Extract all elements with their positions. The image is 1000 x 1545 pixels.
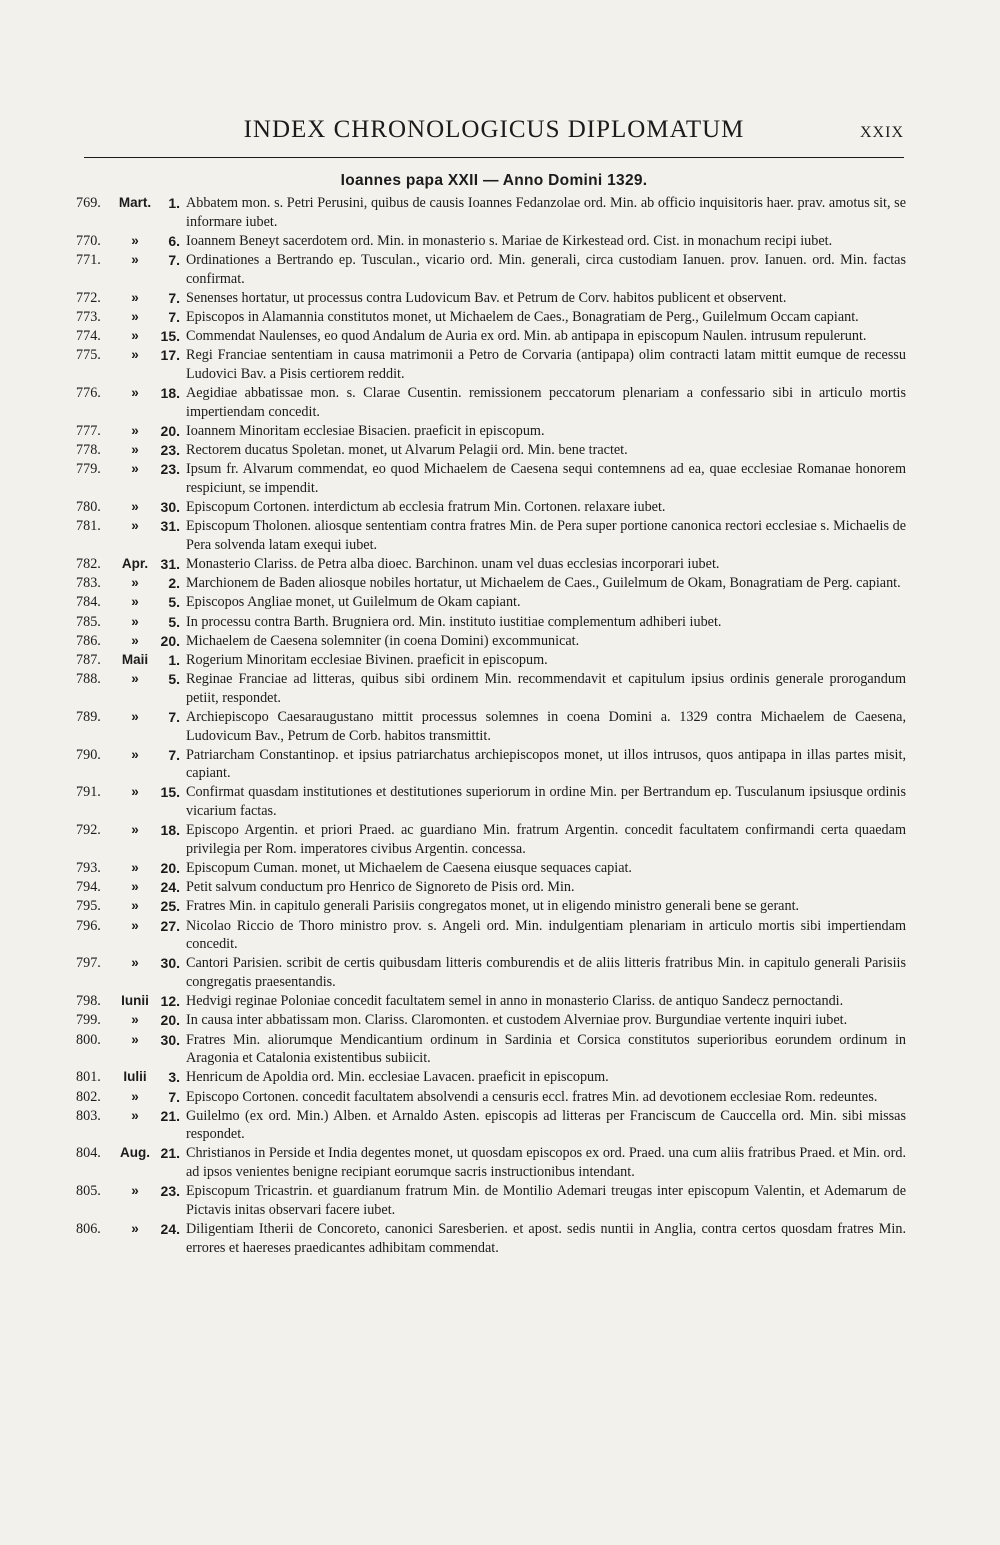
entry-day: 23. xyxy=(160,442,180,459)
entry-day: 7. xyxy=(168,746,180,763)
entry-text: Senenses hortatur, ut processus contra Ludovicum Bav. et Petrum de Corv. habitos publicent et observent. xyxy=(186,289,787,306)
entry-day: 30. xyxy=(160,955,180,972)
entry-number: 799. xyxy=(76,1012,101,1029)
entry-month: » xyxy=(131,385,139,401)
entry-number: 792. xyxy=(76,822,101,839)
list-item xyxy=(76,517,906,554)
entry-day: 5. xyxy=(168,613,180,630)
entry-month: » xyxy=(131,1088,139,1104)
entry-number: 806. xyxy=(76,1221,101,1238)
entry-day: 24. xyxy=(160,1221,180,1238)
list-item xyxy=(76,1182,906,1219)
entry-text: Marchionem de Baden aliosque nobiles hortatur, ut Michaelem de Caes., Guilelmum de Okam, Bonagratiam de Perg. capiant. xyxy=(186,575,901,592)
list-item xyxy=(76,593,906,612)
entry-number: 782. xyxy=(76,556,101,572)
entry-month: » xyxy=(131,917,139,933)
entry-number: 777. xyxy=(76,422,101,439)
entry-day: 18. xyxy=(160,822,180,839)
entry-month: » xyxy=(131,594,139,610)
list-item xyxy=(76,859,906,878)
entry-number: 775. xyxy=(76,347,101,364)
entry-day: 30. xyxy=(160,499,180,516)
entry-month: » xyxy=(131,632,139,648)
section-subheading: Ioannes papa XXII — Anno Domini 1329. xyxy=(340,172,648,189)
entry-text: Cantori Parisien. scribit de certis quibusdam litteris comburendis et de aliis litteris fratribus Min. in capitulo generali Parisiis congregatis praesentandis. xyxy=(186,955,906,990)
entry-number: 774. xyxy=(76,328,101,345)
entry-day: 6. xyxy=(168,232,180,249)
list-item xyxy=(76,992,906,1011)
list-item xyxy=(76,1088,906,1107)
list-item xyxy=(76,613,906,632)
entry-text: Episcopum Cortonen. interdictum ab ecclesia fratrum Min. Cortonen. relaxare iubet. xyxy=(186,499,666,516)
entry-month: » xyxy=(131,879,139,895)
entry-month: » xyxy=(131,232,139,248)
entry-text: Confirmat quasdam institutiones et destitutiones superiorum in ordine Min. per Bertrandum ep. Tusculanum ipsiusque ordinis vicarium factas. xyxy=(186,784,906,820)
entry-month: » xyxy=(131,347,139,363)
entry-month: » xyxy=(131,328,139,344)
entry-day: 15. xyxy=(160,328,180,345)
header-title: INDEX CHRONOLOGICUS DIPLOMATUM xyxy=(243,116,745,143)
list-item xyxy=(76,232,906,251)
entry-month: » xyxy=(131,1031,139,1047)
entry-text: Diligentiam Itherii de Concoreto, canonici Saresberien. et apost. sedis nuntii in Anglia, contra certos quosdam fratres Min. errores et haereses praedicantes adhibitam commendat. xyxy=(186,1221,906,1256)
entry-day: 5. xyxy=(168,594,180,611)
entry-text: Michaelem de Caesena solemniter (in coena Domini) excommunicat. xyxy=(186,632,580,649)
header-rule xyxy=(84,157,904,158)
entry-day: 18. xyxy=(160,385,180,402)
entry-text: Patriarcham Constantinop. et ipsius patriarchatus archiepiscopos monet, ut illos intrusos, quos antipapa in illas partes misit, capiant. xyxy=(186,746,906,782)
entry-day: 21. xyxy=(160,1107,180,1124)
list-item xyxy=(76,917,906,954)
entry-day: 23. xyxy=(160,1183,180,1200)
list-item xyxy=(76,346,906,383)
entry-number: 770. xyxy=(76,232,101,249)
entry-month: » xyxy=(131,518,139,534)
entry-day: 24. xyxy=(160,879,180,896)
entry-number: 803. xyxy=(76,1107,101,1124)
entry-number: 787. xyxy=(76,651,101,668)
entry-number: 784. xyxy=(76,594,101,611)
list-item xyxy=(76,1011,906,1030)
entry-text: Christianos in Perside et India degentes monet, ut quosdam episcopos ex ord. Praed. una cum aliis fratribus Praed. et Min. ord. ad ipsos venientes benigne recipiant eorumque sacris instructionibus intendant. xyxy=(186,1145,906,1181)
list-item xyxy=(76,555,906,574)
entry-day: 7. xyxy=(168,1088,180,1105)
entry-day: 20. xyxy=(160,632,180,649)
list-item xyxy=(76,289,906,308)
entry-month: » xyxy=(131,422,139,438)
entry-month: » xyxy=(131,955,139,971)
entry-number: 800. xyxy=(76,1031,101,1048)
entry-month: » xyxy=(131,308,139,324)
entry-month: Maii xyxy=(121,651,149,667)
entry-text: Episcopos in Alamannia constitutos monet, ut Michaelem de Caes., Bonagratiam de Perg., Guilelmum Occam capiant. xyxy=(186,308,859,325)
entry-number: 798. xyxy=(76,993,101,1010)
entry-month: » xyxy=(131,251,139,267)
entry-text: Aegidiae abbatissae mon. s. Clarae Cusentin. remissionem peccatorum plenariam a confessario sibi in articulo mortis impertiendam concedit. xyxy=(186,385,906,420)
entry-day: 31. xyxy=(160,556,180,572)
entry-month: » xyxy=(131,860,139,876)
entry-text: Ipsum fr. Alvarum commendat, eo quod Michaelem de Caesena sequi contemnens ad ea, quae ecclesiae Romanae honorem respiciunt, se impendit. xyxy=(186,461,906,496)
entry-month: » xyxy=(131,708,139,724)
entry-text: Fratres Min. in capitulo generali Parisiis congregatos monet, ut in eligendo ministro generali bene se gerant. xyxy=(186,898,800,915)
list-item xyxy=(76,878,906,897)
entry-month: » xyxy=(131,1107,139,1123)
entry-day: 7. xyxy=(168,708,180,725)
entry-day: 15. xyxy=(160,784,180,801)
list-item xyxy=(76,460,906,497)
list-item xyxy=(76,1068,906,1087)
entry-text: Ioannem Beneyt sacerdotem ord. Min. in monasterio s. Mariae de Kirkestead ord. Cist. in monachum recipi iubet. xyxy=(186,232,833,249)
list-item xyxy=(76,954,906,991)
entry-text: Episcopum Tricastrin. et guardianum fratrum Min. de Montilio Ademari treugas inter episcopum Valentin, et Ademarum de Pictavis initas observari facere iubet. xyxy=(186,1183,906,1218)
entry-month: » xyxy=(131,289,139,305)
entry-text: Guilelmo (ex ord. Min.) Alben. et Arnaldo Asten. episcopis ad litteras per Franciscum de Cauccella ord. Min. sibi missas respondet. xyxy=(186,1107,906,1143)
list-item xyxy=(76,821,906,858)
entry-number: 795. xyxy=(76,898,101,915)
entry-number: 794. xyxy=(76,879,101,896)
entry-month: Mart. xyxy=(118,195,152,210)
entry-number: 790. xyxy=(76,746,101,763)
list-item xyxy=(76,327,906,346)
entry-number: 778. xyxy=(76,442,101,459)
entry-number: 802. xyxy=(76,1088,101,1105)
entry-day: 20. xyxy=(160,1012,180,1029)
entry-month: » xyxy=(131,898,139,914)
entry-month: » xyxy=(131,1183,139,1199)
list-item xyxy=(76,498,906,517)
entry-day: 21. xyxy=(160,1145,180,1162)
entry-month: Aug. xyxy=(120,1145,150,1161)
entry-day: 7. xyxy=(168,308,180,325)
entry-month: » xyxy=(131,499,139,515)
entry-day: 23. xyxy=(160,461,180,478)
list-item xyxy=(76,897,906,916)
entry-number: 772. xyxy=(76,289,101,306)
entry-text: Hedvigi reginae Poloniae concedit facultatem semel in anno in monasterio Clariss. de antiquo Sandecz pernoctandi. xyxy=(186,993,844,1010)
entry-day: 25. xyxy=(160,898,180,915)
entry-day: 31. xyxy=(160,518,180,535)
entry-number: 780. xyxy=(76,499,101,516)
list-item xyxy=(76,574,906,593)
entry-text: Petit salvum conductum pro Henrico de Signoreto de Pisis ord. Min. xyxy=(186,879,575,896)
list-item xyxy=(76,384,906,421)
entry-number: 769. xyxy=(76,195,101,211)
entry-number: 771. xyxy=(76,251,101,268)
list-item xyxy=(76,251,906,288)
entry-text: Reginae Franciae ad litteras, quibus sibi ordinem Min. recommendavit et capitulum ipsius ordinis generale prorogandum petiit, respondet. xyxy=(186,671,906,706)
entry-day: 20. xyxy=(160,860,180,877)
entry-text: Episcopum Tholonen. aliosque sententiam contra fratres Min. de Pera super portione canonica rectori ecclesiae s. Michaelis de Pera solvenda latam exequi iubet. xyxy=(186,518,906,553)
list-item xyxy=(76,422,906,441)
entry-number: 804. xyxy=(76,1145,101,1162)
list-item xyxy=(76,1144,906,1181)
list-item xyxy=(76,746,906,783)
entry-text: In causa inter abbatissam mon. Clariss. Claromonten. et custodem Alverniae prov. Burgundiae vertente inquiri iubet. xyxy=(186,1012,848,1029)
entry-month: » xyxy=(131,1012,139,1028)
entry-month: Iulii xyxy=(123,1069,147,1085)
entry-text: Rogerium Minoritam ecclesiae Bivinen. praeficit in episcopum. xyxy=(186,651,548,668)
entry-month: » xyxy=(131,822,139,838)
list-item xyxy=(76,308,906,327)
list-item xyxy=(76,708,906,745)
entry-month: » xyxy=(131,613,139,629)
list-item xyxy=(76,670,906,707)
entry-text: Commendat Naulenses, eo quod Andalum de Auria ex ord. Min. ab antipapa in episcopum Naulen. intrusum repulerunt. xyxy=(186,328,867,345)
entry-month: » xyxy=(131,671,139,687)
entry-day: 27. xyxy=(160,917,180,934)
entry-number: 791. xyxy=(76,784,101,801)
list-item xyxy=(76,783,906,820)
entry-text: Nicolao Riccio de Thoro ministro prov. s. Angeli ord. Min. indulgentiam plenariam in articulo mortis sibi impertiendam concedit. xyxy=(186,917,906,953)
list-item xyxy=(76,441,906,460)
list-item xyxy=(76,194,906,231)
entry-text: Monasterio Clariss. de Petra alba dioec. Barchinon. unam vel duas ecclesias incorporari iubet. xyxy=(186,556,720,572)
entry-text: Ioannem Minoritam ecclesiae Bisacien. praeficit in episcopum. xyxy=(186,422,545,439)
entry-month: » xyxy=(131,575,139,591)
entry-text: Episcopos Angliae monet, ut Guilelmum de Okam capiant. xyxy=(186,594,521,611)
entry-day: 30. xyxy=(160,1031,180,1048)
entry-day: 12. xyxy=(160,993,180,1010)
entry-list xyxy=(76,194,906,1258)
entry-number: 773. xyxy=(76,308,101,325)
list-item xyxy=(76,1031,906,1068)
entry-day: 5. xyxy=(168,671,180,688)
entry-number: 785. xyxy=(76,613,101,630)
entry-month: Iunii xyxy=(121,993,149,1009)
entry-day: 1. xyxy=(168,195,180,211)
entry-number: 779. xyxy=(76,461,101,478)
entry-number: 788. xyxy=(76,671,101,688)
entry-number: 786. xyxy=(76,632,101,649)
entry-text: In processu contra Barth. Brugniera ord. Min. instituto iustitiae complementum adhiberi iubet. xyxy=(186,613,722,630)
entry-text: Regi Franciae sententiam in causa matrimonii a Petro de Corvaria (antipapa) olim contracti latam mittit eumque de recessu Ludovici Bav. a Pisis certiorem reddit. xyxy=(186,347,906,382)
entry-text: Abbatem mon. s. Petri Perusini, quibus de causis Ioannes Fedanzolae ord. Min. ab officio inquisitoris haer. prav. amotus sit, se informare iubet. xyxy=(186,195,906,230)
entry-number: 797. xyxy=(76,955,101,972)
entry-day: 2. xyxy=(168,575,180,592)
entry-number: 781. xyxy=(76,518,101,535)
entry-month: » xyxy=(131,746,139,762)
entry-text: Episcopo Argentin. et priori Praed. ac guardiano Min. fratrum Argentin. concedit facultatem confirmandi certa quaedam privilegia per Rom. imperatores civibus Argentin. concessa. xyxy=(186,822,906,857)
entry-text: Episcopum Cuman. monet, ut Michaelem de Caesena eiusque sequaces capiat. xyxy=(186,860,632,877)
entry-day: 7. xyxy=(168,289,180,306)
entry-number: 776. xyxy=(76,385,101,402)
page-number: XXIX xyxy=(860,124,904,141)
entry-text: Episcopo Cortonen. concedit facultatem absolvendi a censuris eccl. fratres Min. ad devotionem ecclesiae Rom. redeuntes. xyxy=(186,1088,878,1105)
entry-day: 17. xyxy=(160,347,180,364)
list-item xyxy=(76,651,906,670)
entry-day: 7. xyxy=(168,251,180,268)
entry-number: 796. xyxy=(76,917,101,934)
list-item xyxy=(76,632,906,651)
entry-number: 793. xyxy=(76,860,101,877)
entry-month: » xyxy=(131,784,139,800)
entry-month: » xyxy=(131,461,139,477)
entry-text: Rectorem ducatus Spoletan. monet, ut Alvarum Pelagii ord. Min. bene tractet. xyxy=(186,442,628,459)
entry-month: Apr. xyxy=(121,556,149,571)
entry-day: 20. xyxy=(160,422,180,439)
entry-text: Henricum de Apoldia ord. Min. ecclesiae Lavacen. praeficit in episcopum. xyxy=(186,1069,609,1086)
entry-month: » xyxy=(131,442,139,458)
entry-number: 789. xyxy=(76,708,101,725)
list-item xyxy=(76,1220,906,1257)
list-item xyxy=(76,1107,906,1144)
entry-month: » xyxy=(131,1221,139,1237)
entry-number: 801. xyxy=(76,1069,101,1086)
entry-day: 1. xyxy=(168,651,180,668)
entry-text: Archiepiscopo Caesaraugustano mittit processus solemnes in coena Domini a. 1329 contra Michaelem de Caesena, Ludovicum Bav., Petrum de Corb. habitos transmittit. xyxy=(186,708,906,744)
entry-number: 805. xyxy=(76,1183,101,1200)
entry-text: Fratres Min. aliorumque Mendicantium ordinum in Sardinia et Corsica constitutos superioribus eorundem ordinum in Aragonia et Catalonia existentibus subiicit. xyxy=(186,1031,906,1067)
running-header xyxy=(84,116,904,156)
entry-text: Ordinationes a Bertrando ep. Tusculan., vicario ord. Min. generali, circa custodiam Ianuen. prov. Ianuen. ord. Min. factas confirmat. xyxy=(186,251,906,287)
entry-day: 3. xyxy=(168,1069,180,1086)
entry-number: 783. xyxy=(76,575,101,592)
